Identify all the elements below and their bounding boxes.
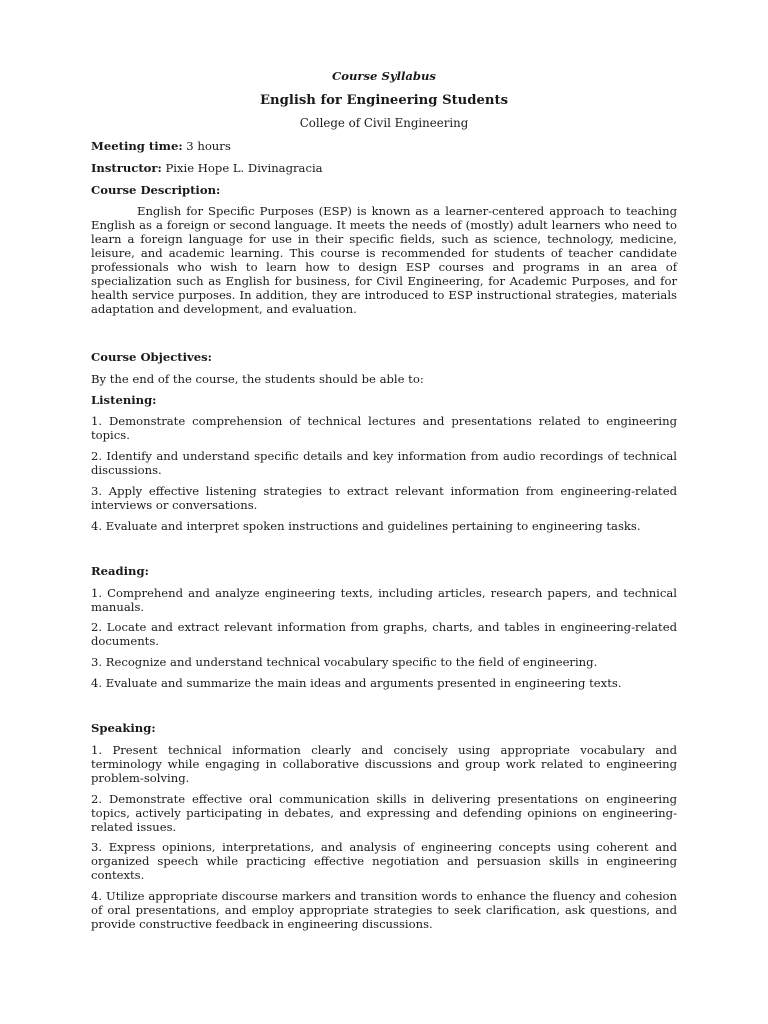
course-objectives-heading: Course Objectives:	[91, 349, 212, 364]
list-item: 1. Demonstrate comprehension of technical lectures and presentations related to engineering topics.	[91, 414, 677, 443]
list-item: 4. Utilize appropriate discourse markers and transition words to enhance the fluency and cohesion of oral presentations, and employ appropriate strategies to seek clarification, ask questions, and provide constructive feedback in engineering discussions.	[91, 889, 677, 931]
list-item: 2. Identify and understand specific details and key information from audio recordings of technical discussions.	[91, 449, 677, 478]
speaking-heading: Speaking:	[91, 721, 156, 736]
listening-list	[91, 415, 677, 533]
objectives-intro: By the end of the course, the students should be able to:	[91, 371, 424, 386]
course-description-heading: Course Description:	[91, 182, 221, 197]
instructor-label: Instructor:	[91, 160, 162, 175]
meeting-time	[91, 140, 677, 154]
list-item: 1. Comprehend and analyze engineering texts, including articles, research papers, and technical manuals.	[91, 585, 677, 614]
speaking-list	[91, 744, 677, 932]
list-item: 3. Recognize and understand technical vocabulary specific to the field of engineering.	[91, 655, 598, 670]
list-item: 4. Evaluate and interpret spoken instructions and guidelines pertaining to engineering tasks.	[91, 518, 641, 533]
listening-heading: Listening:	[91, 392, 157, 407]
list-item: 3. Express opinions, interpretations, and analysis of engineering concepts using coherent and organized speech while practicing effective negotiation and persuasion skills in engineering contexts.	[91, 840, 677, 883]
instructor-value: Pixie Hope L. Divinagracia	[165, 160, 323, 175]
list-item: 1. Present technical information clearly and concisely using appropriate vocabulary and terminology while engaging in collaborative discussions and group work related to engineering problem-solving.	[91, 743, 677, 785]
section-spacer	[91, 698, 677, 722]
reading-list	[91, 587, 677, 691]
section-spacer	[91, 541, 677, 565]
list-item: 2. Locate and extract relevant information from graphs, charts, and tables in engineering-related documents.	[91, 620, 677, 649]
list-item: 2. Demonstrate effective oral communication skills in delivering presentations on engineering topics, actively participating in debates, and expressing and defending opinions on engineering-related issues.	[91, 791, 677, 834]
syllabus-page	[91, 70, 677, 939]
meeting-time-label: Meeting time:	[91, 138, 183, 153]
meeting-time-value: 3 hours	[186, 138, 231, 153]
instructor	[91, 162, 677, 176]
course-description-paragraph: English for Specific Purposes (ESP) is known as a learner-centered approach to teaching English as a foreign or second language. It meets the needs of (mostly) adult learners who need to learn a foreign language for use in their specific fields, such as science, technology, medicine, leisure, and academic learning. This course is recommended for students of teacher candidate professionals who wish to learn how to design ESP courses and programs in an area of specialization such as English for business, for Civil Engineering, for Academic Purposes, and for health service purposes. In addition, they are introduced to ESP instructional strategies, materials adaptation and development, and evaluation.	[91, 204, 677, 316]
college-name: College of Civil Engineering	[299, 115, 469, 130]
course-title: English for Engineering Students	[259, 92, 508, 108]
list-item: 3. Apply effective listening strategies to extract relevant information from engineering-related interviews or conversations.	[91, 484, 677, 512]
list-item: 4. Evaluate and summarize the main ideas and arguments presented in engineering texts.	[91, 676, 622, 691]
reading-heading: Reading:	[91, 563, 149, 578]
document-kicker: Course Syllabus	[332, 69, 436, 83]
